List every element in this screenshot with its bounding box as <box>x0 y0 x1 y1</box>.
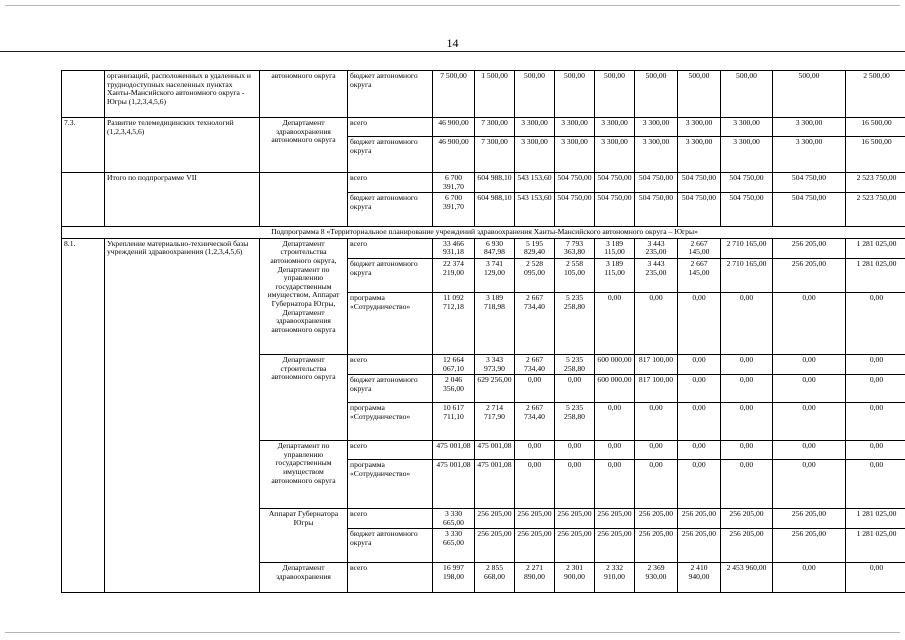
amount-cell: 2 301 900,00 <box>555 563 595 593</box>
amount-cell: 504 750,00 <box>555 173 595 193</box>
funding-source: программа «Сотрудничество» <box>348 403 433 441</box>
amount-cell: 500,00 <box>773 71 846 118</box>
amount-cell: 475 001,08 <box>433 441 475 460</box>
amount-cell: 2 667 734,40 <box>515 403 555 441</box>
amount-cell: 475 001,08 <box>475 441 515 460</box>
amount-cell: 0,00 <box>635 460 678 509</box>
funding-source: всего <box>348 173 433 193</box>
amount-cell: 12 664 067,10 <box>433 354 475 374</box>
amount-cell: 0,00 <box>635 441 678 460</box>
amount-cell: 5 195 829,40 <box>515 238 555 258</box>
table-row <box>62 238 905 258</box>
amount-cell: 256 205,00 <box>595 509 635 529</box>
amount-cell: 0,00 <box>555 460 595 509</box>
amount-cell: 604 988,10 <box>475 173 515 193</box>
amount-cell: 16 500,00 <box>846 137 905 173</box>
amount-cell: 3 741 129,00 <box>475 258 515 292</box>
amount-cell: 3 300,00 <box>721 137 773 173</box>
amount-cell: 0,00 <box>773 441 846 460</box>
funding-source: бюджет автономного округа <box>348 375 433 403</box>
amount-cell: 504 750,00 <box>773 173 846 193</box>
funding-source: всего <box>348 441 433 460</box>
amount-cell: 256 205,00 <box>678 529 721 563</box>
amount-cell: 0,00 <box>595 292 635 354</box>
amount-cell: 256 205,00 <box>721 509 773 529</box>
amount-cell: 817 100,00 <box>635 354 678 374</box>
amount-cell: 3 189 115,00 <box>595 258 635 292</box>
amount-cell: 256 205,00 <box>773 238 846 258</box>
amount-cell: 0,00 <box>721 441 773 460</box>
amount-cell: 1 500,00 <box>475 71 515 118</box>
amount-cell: 0,00 <box>635 403 678 441</box>
amount-cell: 0,00 <box>773 292 846 354</box>
amount-cell: 0,00 <box>595 460 635 509</box>
amount-cell: 0,00 <box>678 292 721 354</box>
amount-cell: 3 343 973,90 <box>475 354 515 374</box>
amount-cell: 543 153,60 <box>515 193 555 227</box>
responsible-organization: Департамент по управлению государственным имуществом автономного округа <box>260 441 348 509</box>
amount-cell: 0,00 <box>773 375 846 403</box>
amount-cell: 0,00 <box>678 460 721 509</box>
table-row <box>62 173 905 193</box>
item-number <box>62 173 105 227</box>
amount-cell: 256 205,00 <box>773 529 846 563</box>
amount-cell: 3 300,00 <box>678 137 721 173</box>
amount-cell: 504 750,00 <box>595 173 635 193</box>
amount-cell: 3 300,00 <box>595 118 635 137</box>
amount-cell: 3 300,00 <box>773 118 846 137</box>
amount-cell: 475 001,08 <box>433 460 475 509</box>
bottom-border-line <box>5 632 900 633</box>
amount-cell: 504 750,00 <box>635 173 678 193</box>
amount-cell: 256 205,00 <box>773 258 846 292</box>
table-row <box>62 118 905 137</box>
amount-cell: 0,00 <box>595 403 635 441</box>
amount-cell: 16 500,00 <box>846 118 905 137</box>
amount-cell: 2 714 717,90 <box>475 403 515 441</box>
amount-cell: 0,00 <box>555 441 595 460</box>
amount-cell: 2 046 356,00 <box>433 375 475 403</box>
amount-cell: 600 000,00 <box>595 375 635 403</box>
amount-cell: 256 205,00 <box>678 509 721 529</box>
amount-cell: 33 466 931,18 <box>433 238 475 258</box>
amount-cell: 0,00 <box>678 375 721 403</box>
amount-cell: 0,00 <box>595 441 635 460</box>
amount-cell: 10 617 711,10 <box>433 403 475 441</box>
item-number: 8.1. <box>62 238 105 593</box>
amount-cell: 256 205,00 <box>635 509 678 529</box>
responsible-organization: Департамент здравоохранения автономного округа <box>260 118 348 173</box>
amount-cell: 256 205,00 <box>595 529 635 563</box>
amount-cell: 2 523 750,00 <box>846 193 905 227</box>
responsible-organization: Департамент строительства автономного округа, Департамент по управлению государственным имуществом, Аппарат Губернатора Югры, Департамент здравоохранения автономного округа <box>260 238 348 354</box>
amount-cell: 0,00 <box>721 403 773 441</box>
amount-cell: 11 092 712,18 <box>433 292 475 354</box>
item-number: 7.3. <box>62 118 105 173</box>
amount-cell: 3 443 235,00 <box>635 238 678 258</box>
amount-cell: 256 205,00 <box>555 509 595 529</box>
amount-cell: 2 271 890,00 <box>515 563 555 593</box>
funding-source: бюджет автономного округа <box>348 137 433 173</box>
amount-cell: 543 153,60 <box>515 173 555 193</box>
funding-source: всего <box>348 563 433 593</box>
amount-cell: 0,00 <box>721 460 773 509</box>
amount-cell: 1 281 025,00 <box>846 258 905 292</box>
amount-cell: 256 205,00 <box>721 529 773 563</box>
amount-cell: 0,00 <box>678 441 721 460</box>
amount-cell: 7 793 363,80 <box>555 238 595 258</box>
amount-cell: 256 205,00 <box>515 509 555 529</box>
amount-cell: 256 205,00 <box>475 509 515 529</box>
amount-cell: 3 300,00 <box>555 137 595 173</box>
amount-cell: 3 330 665,00 <box>433 529 475 563</box>
amount-cell: 3 300,00 <box>721 118 773 137</box>
amount-cell: 16 997 198,00 <box>433 563 475 593</box>
amount-cell: 0,00 <box>846 375 905 403</box>
funding-source: бюджет автономного округа <box>348 71 433 118</box>
amount-cell: 6 700 391,70 <box>433 193 475 227</box>
amount-cell: 2 667 734,40 <box>515 292 555 354</box>
funding-source: всего <box>348 509 433 529</box>
amount-cell: 0,00 <box>721 292 773 354</box>
table-row <box>62 227 905 239</box>
amount-cell: 2 667 734,40 <box>515 354 555 374</box>
page-number: 14 <box>446 36 459 50</box>
funding-source: всего <box>348 238 433 258</box>
amount-cell: 0,00 <box>846 441 905 460</box>
amount-cell: 3 300,00 <box>515 118 555 137</box>
amount-cell: 500,00 <box>555 71 595 118</box>
amount-cell: 504 750,00 <box>721 193 773 227</box>
amount-cell: 0,00 <box>678 403 721 441</box>
amount-cell: 3 443 235,00 <box>635 258 678 292</box>
amount-cell: 6 930 847,98 <box>475 238 515 258</box>
table-row <box>62 71 905 118</box>
amount-cell: 504 750,00 <box>595 193 635 227</box>
funding-source: бюджет автономного округа <box>348 258 433 292</box>
amount-cell: 46 900,00 <box>433 137 475 173</box>
amount-cell: 2 710 165,00 <box>721 238 773 258</box>
amount-cell: 604 988,10 <box>475 193 515 227</box>
amount-cell: 46 900,00 <box>433 118 475 137</box>
amount-cell: 0,00 <box>515 375 555 403</box>
program-finance-table <box>61 70 905 593</box>
amount-cell: 817 100,00 <box>635 375 678 403</box>
amount-cell: 2 710 165,00 <box>721 258 773 292</box>
responsible-organization: Департамент строительства автономного округа <box>260 354 348 440</box>
item-name: организаций, расположенных в удаленных и труднодоступных населенных пунктах Ханты-Мансийского автономного округа - Югры (1,2,3,4,5,6) <box>105 71 260 118</box>
amount-cell: 0,00 <box>846 354 905 374</box>
amount-cell: 7 300,00 <box>475 137 515 173</box>
amount-cell: 3 300,00 <box>515 137 555 173</box>
item-name: Укрепление материально-технической базы учреждений здравоохранения (1,2,3,4,5,6) <box>105 238 260 593</box>
amount-cell: 2 523 750,00 <box>846 173 905 193</box>
amount-cell: 500,00 <box>515 71 555 118</box>
top-border-line <box>5 5 900 6</box>
amount-cell: 7 500,00 <box>433 71 475 118</box>
amount-cell: 0,00 <box>635 292 678 354</box>
responsible-organization: автономного округа <box>260 71 348 118</box>
amount-cell: 3 300,00 <box>635 118 678 137</box>
funding-source: программа «Сотрудничество» <box>348 292 433 354</box>
amount-cell: 3 300,00 <box>678 118 721 137</box>
funding-source: всего <box>348 118 433 137</box>
amount-cell: 2 369 930,00 <box>635 563 678 593</box>
item-name: Развитие телемедицинских технологий (1,2,3,4,5,6) <box>105 118 260 173</box>
amount-cell: 504 750,00 <box>678 173 721 193</box>
amount-cell: 0,00 <box>515 460 555 509</box>
amount-cell: 256 205,00 <box>475 529 515 563</box>
amount-cell: 0,00 <box>678 354 721 374</box>
amount-cell: 600 000,00 <box>595 354 635 374</box>
amount-cell: 500,00 <box>678 71 721 118</box>
amount-cell: 7 300,00 <box>475 118 515 137</box>
amount-cell: 0,00 <box>846 292 905 354</box>
amount-cell: 500,00 <box>721 71 773 118</box>
amount-cell: 504 750,00 <box>678 193 721 227</box>
amount-cell: 22 374 219,00 <box>433 258 475 292</box>
amount-cell: 0,00 <box>773 403 846 441</box>
funding-source: программа «Сотрудничество» <box>348 460 433 509</box>
amount-cell: 2 332 910,00 <box>595 563 635 593</box>
amount-cell: 0,00 <box>846 403 905 441</box>
responsible-organization <box>260 173 348 227</box>
amount-cell: 5 235 258,80 <box>555 354 595 374</box>
item-number <box>62 71 105 118</box>
amount-cell: 2 410 940,00 <box>678 563 721 593</box>
funding-source: бюджет автономного округа <box>348 529 433 563</box>
responsible-organization: Департамент здравоохранения <box>260 563 348 593</box>
amount-cell: 3 300,00 <box>555 118 595 137</box>
amount-cell: 3 300,00 <box>773 137 846 173</box>
amount-cell: 5 235 258,80 <box>555 403 595 441</box>
amount-cell: 0,00 <box>515 441 555 460</box>
amount-cell: 500,00 <box>635 71 678 118</box>
amount-cell: 504 750,00 <box>721 173 773 193</box>
amount-cell: 1 281 025,00 <box>846 238 905 258</box>
amount-cell: 3 189 718,98 <box>475 292 515 354</box>
amount-cell: 0,00 <box>773 563 846 593</box>
amount-cell: 3 300,00 <box>595 137 635 173</box>
amount-cell: 256 205,00 <box>515 529 555 563</box>
funding-source: всего <box>348 354 433 374</box>
amount-cell: 2 855 668,00 <box>475 563 515 593</box>
amount-cell: 504 750,00 <box>773 193 846 227</box>
header-rule <box>0 51 905 52</box>
amount-cell: 5 235 258,80 <box>555 292 595 354</box>
amount-cell: 256 205,00 <box>555 529 595 563</box>
amount-cell: 629 256,00 <box>475 375 515 403</box>
amount-cell: 256 205,00 <box>773 509 846 529</box>
amount-cell: 475 001,08 <box>475 460 515 509</box>
amount-cell: 2 500,00 <box>846 71 905 118</box>
amount-cell: 0,00 <box>721 375 773 403</box>
funding-source: бюджет автономного округа <box>348 193 433 227</box>
subprogram-title: Подпрограмма 8 «Территориальное планирование учреждений здравоохранения Ханты-Мансийского автономного округа – Югры» <box>62 227 905 239</box>
amount-cell: 0,00 <box>846 460 905 509</box>
amount-cell: 2 558 105,00 <box>555 258 595 292</box>
amount-cell: 500,00 <box>595 71 635 118</box>
amount-cell: 0,00 <box>773 460 846 509</box>
item-name: Итого по подпрограмме VII <box>105 173 260 227</box>
amount-cell: 2 528 095,00 <box>515 258 555 292</box>
amount-cell: 1 281 025,00 <box>846 529 905 563</box>
amount-cell: 0,00 <box>555 375 595 403</box>
amount-cell: 0,00 <box>773 354 846 374</box>
responsible-organization: Аппарат Губернатора Югры <box>260 509 348 563</box>
amount-cell: 256 205,00 <box>635 529 678 563</box>
amount-cell: 2 453 960,00 <box>721 563 773 593</box>
amount-cell: 504 750,00 <box>635 193 678 227</box>
amount-cell: 3 189 115,00 <box>595 238 635 258</box>
amount-cell: 6 700 391,70 <box>433 173 475 193</box>
amount-cell: 0,00 <box>721 354 773 374</box>
amount-cell: 2 667 145,00 <box>678 258 721 292</box>
amount-cell: 504 750,00 <box>555 193 595 227</box>
amount-cell: 0,00 <box>846 563 905 593</box>
amount-cell: 3 330 665,00 <box>433 509 475 529</box>
amount-cell: 2 667 145,00 <box>678 238 721 258</box>
amount-cell: 1 281 025,00 <box>846 509 905 529</box>
amount-cell: 3 300,00 <box>635 137 678 173</box>
